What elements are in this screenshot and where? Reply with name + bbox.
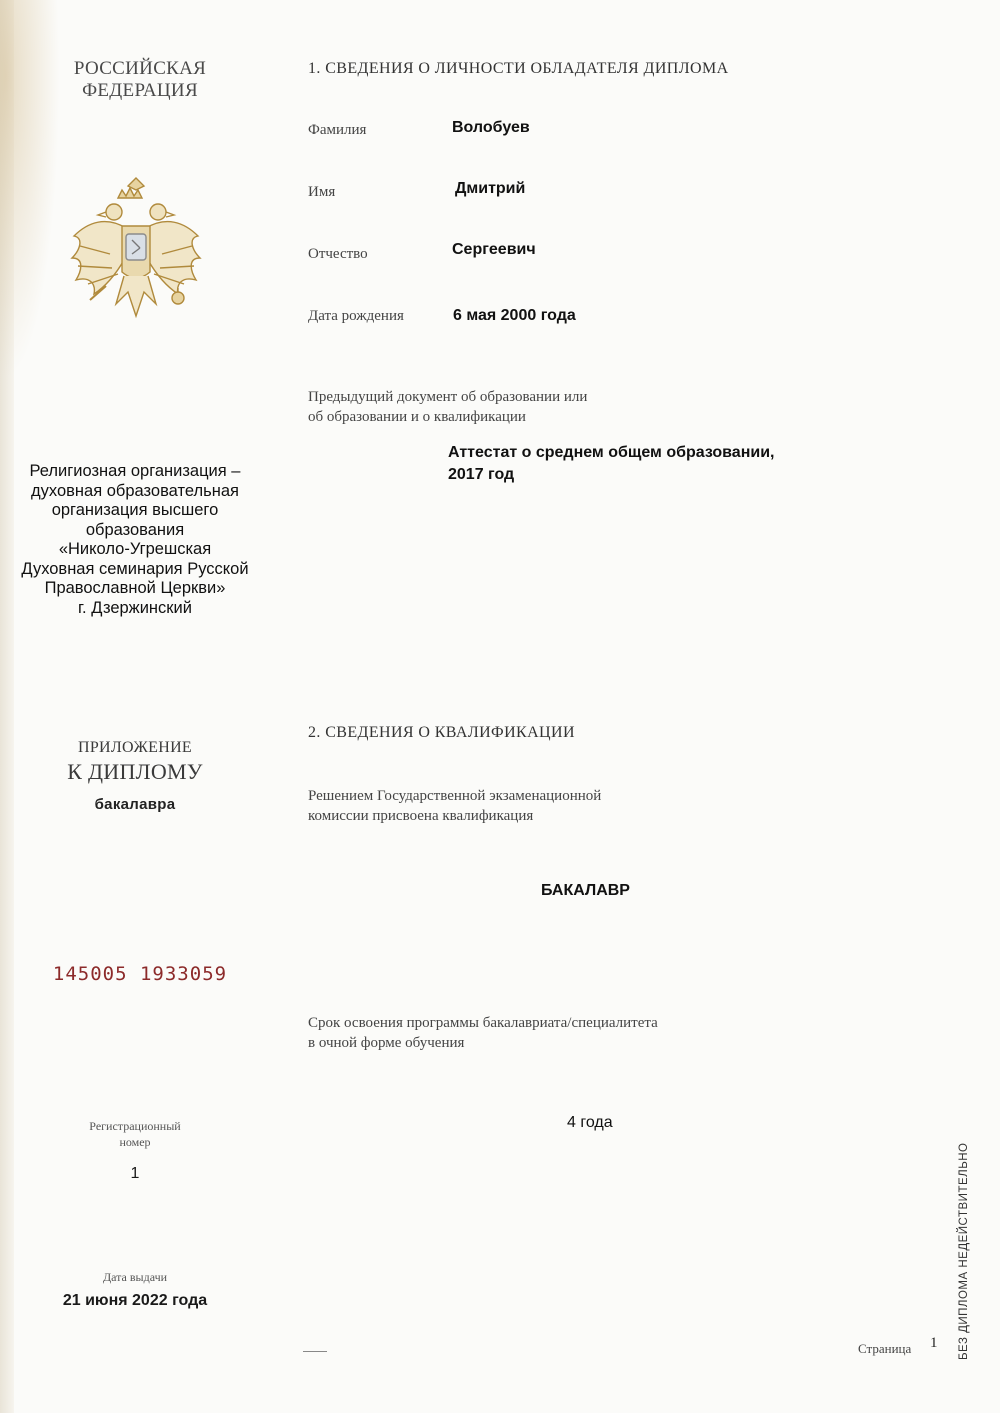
- organization-line: «Николо-Угрешская: [58, 540, 212, 558]
- organization-line: г. Дзержинский: [78, 598, 192, 617]
- organization-line: духовная образовательная: [31, 481, 239, 500]
- serial-number: 145005 1933059: [52, 963, 228, 985]
- birth-date-value: 6 мая 2000 года: [453, 307, 576, 324]
- study-term-label: [308, 1013, 658, 1053]
- section-1-title: 1. СВЕДЕНИЯ О ЛИЧНОСТИ ОБЛАДАТЕЛЯ ДИПЛОМА: [308, 60, 729, 77]
- registration-number: 1: [130, 1165, 140, 1182]
- footer-divider: [303, 1351, 327, 1352]
- appendix-title: [60, 738, 210, 813]
- registration-label: [80, 1118, 190, 1150]
- previous-document-line-1: Аттестат о среднем общем образовании,: [448, 444, 775, 461]
- previous-document-label: [308, 387, 587, 427]
- page-number: 1: [930, 1335, 938, 1351]
- country-name: [70, 58, 210, 102]
- name-label: Имя: [308, 184, 336, 200]
- name-value: Дмитрий: [455, 180, 526, 197]
- qualification-decision-line-1: Решением Государственной экзаменационной: [308, 788, 602, 804]
- organization-line: Религиозная организация –: [29, 462, 241, 480]
- study-term-value: 4 года: [567, 1114, 613, 1131]
- study-term-line-2: в очной форме обучения: [308, 1035, 465, 1051]
- surname-value: Волобуев: [452, 119, 530, 136]
- patronymic-label: Отчество: [308, 246, 368, 262]
- patronymic-value: Сергеевич: [452, 241, 536, 258]
- qualification-decision-label: [308, 786, 601, 826]
- section-2-title: 2. СВЕДЕНИЯ О КВАЛИФИКАЦИИ: [308, 724, 575, 741]
- organization-line: организация высшего: [51, 501, 219, 519]
- country-line-1: РОССИЙСКАЯ: [73, 58, 207, 79]
- organization-line: Духовная семинария Русской: [21, 559, 249, 578]
- issue-date-label: Дата выдачи: [102, 1270, 168, 1284]
- previous-document-label-line-1: Предыдущий документ об образовании или: [308, 389, 588, 405]
- appendix-line-1: ПРИЛОЖЕНИЕ: [77, 739, 192, 756]
- page-label: Страница: [858, 1341, 912, 1356]
- surname-label: Фамилия: [308, 122, 367, 138]
- qualification-value: БАКАЛАВР: [541, 882, 630, 899]
- organization-name: [10, 462, 260, 618]
- organization-line: образования: [85, 520, 185, 539]
- qualification-decision-line-2: комиссии присвоена квалификация: [308, 808, 534, 824]
- study-term-line-1: Срок освоения программы бакалавриата/специалитета: [308, 1015, 658, 1031]
- country-line-2: ФЕДЕРАЦИЯ: [82, 80, 198, 101]
- paper-stain: [0, 0, 60, 380]
- appendix-degree: бакалавра: [94, 796, 176, 813]
- previous-document-line-2: 2017 год: [448, 466, 515, 483]
- double-headed-eagle-emblem-icon: [66, 176, 206, 326]
- registration-label-line-1: Регистрационный: [89, 1119, 181, 1133]
- previous-document-label-line-2: об образовании и о квалификации: [308, 409, 526, 425]
- vertical-validity-note: БЕЗ ДИПЛОМА НЕДЕЙСТВИТЕЛЬНО: [958, 1142, 970, 1360]
- issue-date: 21 июня 2022 года: [62, 1292, 208, 1309]
- birth-date-label: Дата рождения: [308, 308, 404, 324]
- previous-document-value: [448, 442, 774, 486]
- appendix-line-2: К ДИПЛОМУ: [67, 759, 203, 784]
- organization-line: Православной Церкви»: [44, 579, 226, 597]
- registration-label-line-2: номер: [119, 1135, 151, 1149]
